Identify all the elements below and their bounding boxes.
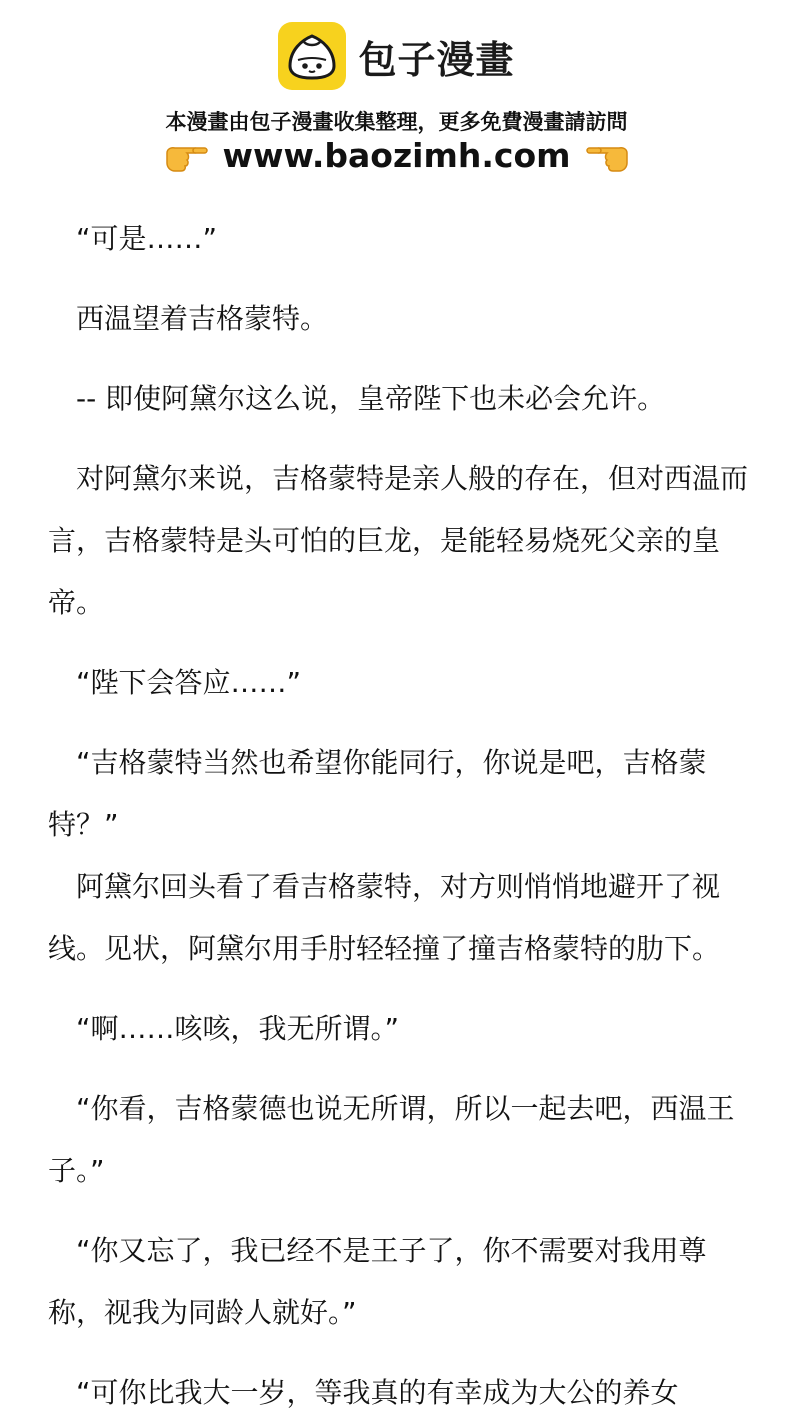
url-row	[0, 136, 793, 175]
paragraph: “陛下会答应……”	[76, 666, 302, 699]
paragraph: “啊……咳咳，我无所谓。”	[76, 1012, 400, 1045]
paragraph: -- 即使阿黛尔这么说，皇帝陛下也未必会允许。	[76, 382, 666, 415]
paragraph: “你又忘了，我已经不是王子了，你不需要对我用尊称，视我为同龄人就好。”	[48, 1234, 707, 1329]
paragraph: 西温望着吉格蒙特。	[76, 302, 329, 335]
site-notice: 本漫畫由包子漫畫收集整理，更多免費漫畫請訪問	[165, 110, 628, 134]
paragraph: “你看，吉格蒙德也说无所谓，所以一起去吧，西温王子。”	[48, 1092, 735, 1187]
brand-name: 包子漫畫	[358, 37, 515, 82]
pointing-left-hand-icon	[585, 139, 629, 173]
logo-row[interactable]	[0, 22, 793, 90]
paragraph: “吉格蒙特当然也希望你能同行，你说是吧，吉格蒙特？”	[48, 746, 707, 841]
bun-mascot-icon	[278, 22, 346, 90]
paragraph: 对阿黛尔来说，吉格蒙特是亲人般的存在，但对西温而言，吉格蒙特是头可怕的巨龙，是能轻易烧死父亲的皇帝。	[48, 462, 749, 619]
site-url-link[interactable]: www.baozimh.com	[222, 136, 571, 175]
paragraph: “可是……”	[76, 222, 218, 255]
paragraph: “可你比我大一岁，等我真的有幸成为大公的养女	[76, 1376, 679, 1409]
paragraph: 阿黛尔回头看了看吉格蒙特，对方则悄悄地避开了视线。见状，阿黛尔用手肘轻轻撞了撞吉格蒙特的肋下。	[48, 870, 721, 965]
chapter-text	[48, 208, 748, 1424]
site-header	[0, 0, 793, 190]
pointing-right-hand-icon	[165, 139, 209, 173]
